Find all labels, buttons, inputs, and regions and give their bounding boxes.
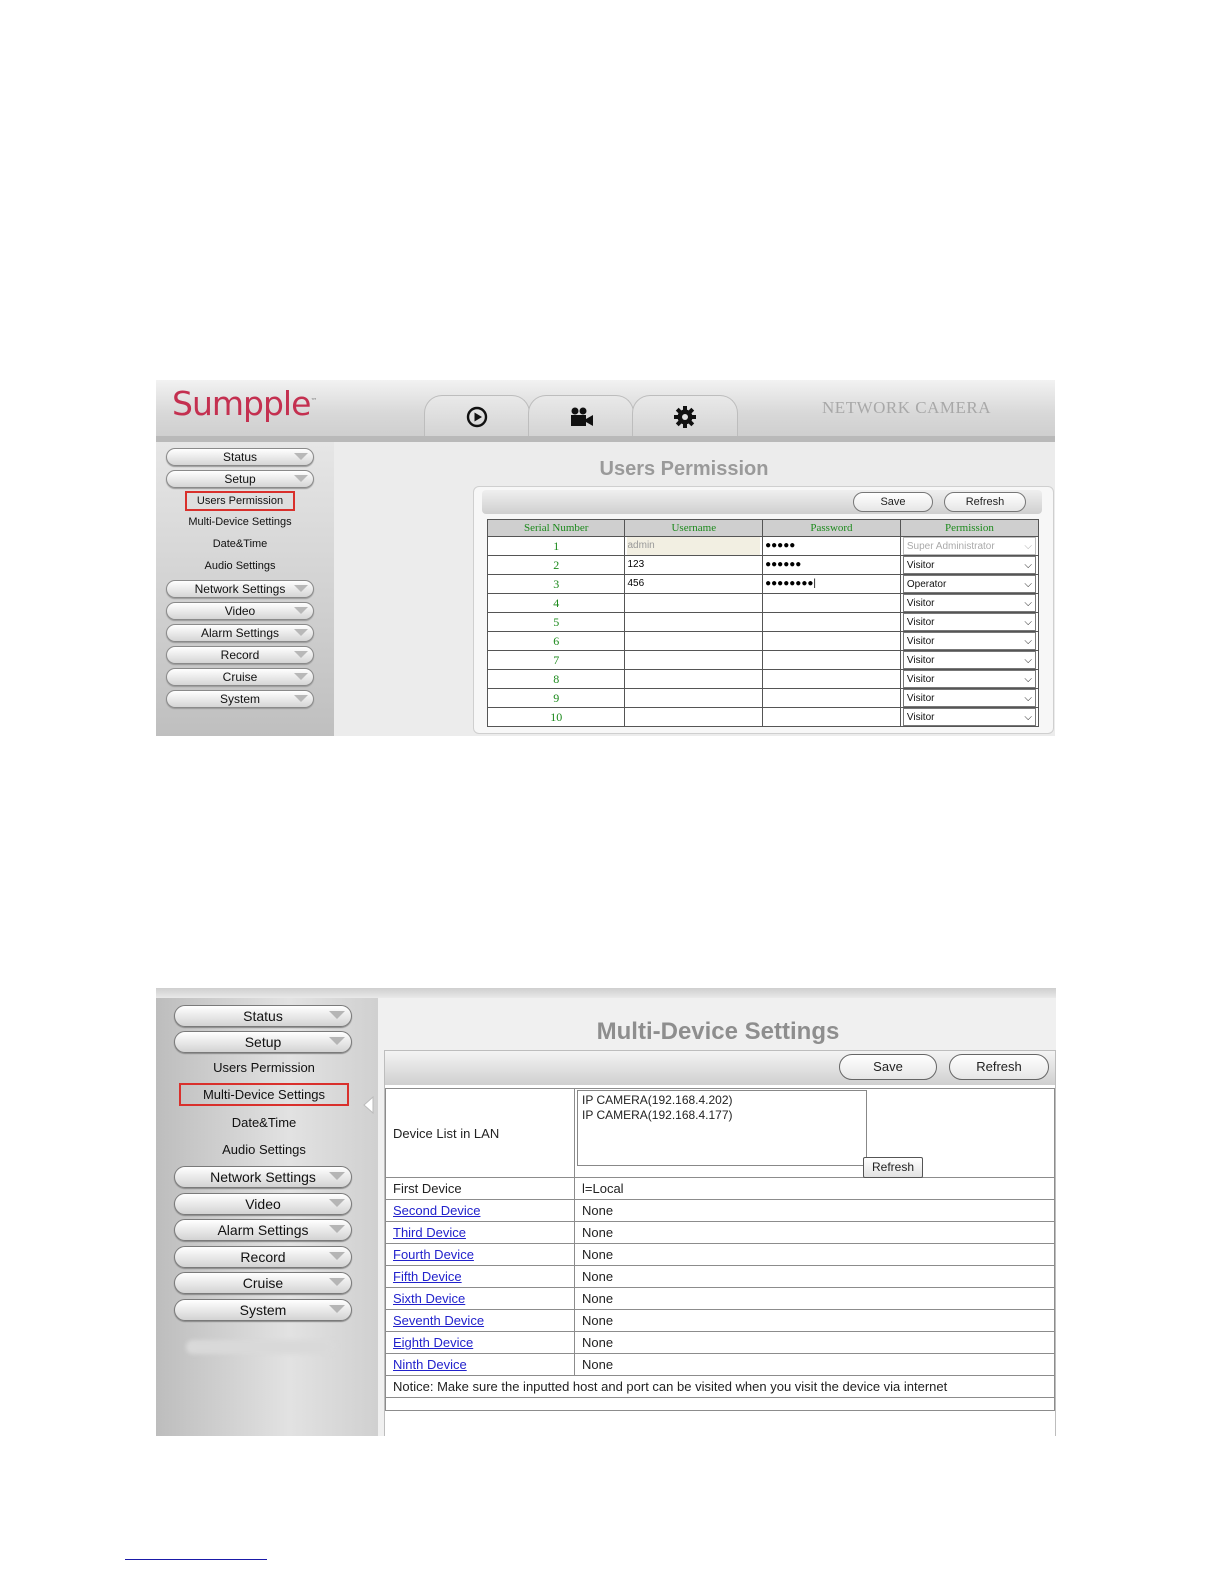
serial-number: 10 <box>488 708 625 727</box>
play-icon <box>465 405 489 429</box>
table-row <box>488 632 1039 651</box>
nav-setup[interactable]: Setup <box>166 470 314 488</box>
serial-number: 3 <box>488 575 625 594</box>
chevron-down-icon <box>294 629 308 636</box>
nav-users-permission[interactable]: Users Permission <box>166 491 314 511</box>
chevron-down-icon: ⌵ <box>1024 654 1032 666</box>
nav-status[interactable]: Status <box>174 1005 352 1027</box>
device-list-cell <box>575 1089 1055 1178</box>
permission-select[interactable]: Visitor ⌵ <box>900 708 1038 727</box>
device-link: Eighth Device <box>393 1335 474 1350</box>
username-input[interactable] <box>625 651 763 670</box>
table-row <box>488 575 1039 594</box>
devices-table <box>385 1088 1055 1411</box>
table-row <box>488 651 1039 670</box>
nav-alarm-settings[interactable]: Alarm Settings <box>166 624 314 642</box>
multi-device-screenshot <box>156 988 1056 1436</box>
device-list-item[interactable]: IP CAMERA(192.168.4.202) <box>582 1093 733 1107</box>
password-input[interactable] <box>763 651 901 670</box>
serial-number: 8 <box>488 670 625 689</box>
nav-system[interactable]: System <box>174 1299 352 1321</box>
top-strip <box>156 988 1056 998</box>
save-button[interactable]: Save <box>853 492 933 512</box>
first-device-label: First Device <box>386 1178 575 1200</box>
chevron-down-icon <box>294 585 308 592</box>
chevron-down-icon <box>294 651 308 658</box>
chevron-down-icon: ⌵ <box>1024 540 1032 552</box>
device-label[interactable] <box>386 1332 575 1354</box>
chevron-down-icon: ⌵ <box>1024 578 1032 590</box>
username-input[interactable] <box>625 613 763 632</box>
nav-status[interactable]: Status <box>166 448 314 466</box>
username-input[interactable] <box>625 670 763 689</box>
permission-select[interactable]: Visitor ⌵ <box>900 613 1038 632</box>
nav-date-time[interactable]: Date&Time <box>231 1115 297 1130</box>
chevron-down-icon <box>294 673 308 680</box>
chevron-down-icon: ⌵ <box>1024 559 1032 571</box>
username-input[interactable] <box>625 594 763 613</box>
password-input[interactable] <box>763 689 901 708</box>
table-row <box>386 1310 1055 1332</box>
chevron-down-icon <box>294 453 308 460</box>
device-label[interactable] <box>386 1310 575 1332</box>
password-input[interactable] <box>763 594 901 613</box>
header-bar <box>156 380 1055 436</box>
device-value: None <box>575 1354 1055 1376</box>
device-link: Second Device <box>393 1203 481 1218</box>
nav-cruise[interactable]: Cruise <box>174 1272 352 1294</box>
username-input[interactable] <box>625 632 763 651</box>
table-row <box>488 537 1039 556</box>
table-row <box>386 1266 1055 1288</box>
table-row <box>386 1288 1055 1310</box>
device-label[interactable] <box>386 1266 575 1288</box>
nav-setup[interactable]: Setup <box>174 1031 352 1053</box>
nav-video[interactable]: Video <box>174 1193 352 1215</box>
password-input[interactable] <box>763 613 901 632</box>
collapse-arrow-icon[interactable] <box>362 1096 374 1114</box>
tab-live-view[interactable] <box>424 395 530 437</box>
gear-icon <box>673 405 697 429</box>
serial-number: 1 <box>488 537 625 556</box>
device-label[interactable] <box>386 1200 575 1222</box>
device-list-row <box>386 1089 1055 1178</box>
serial-number: 7 <box>488 651 625 670</box>
device-value: None <box>575 1244 1055 1266</box>
footnote-separator <box>125 1559 267 1560</box>
panel-toolbar <box>385 1051 1055 1085</box>
empty-row <box>386 1398 1055 1411</box>
table-row <box>386 1222 1055 1244</box>
chevron-down-icon <box>329 1172 345 1180</box>
device-label[interactable] <box>386 1288 575 1310</box>
chevron-down-icon <box>329 1011 345 1019</box>
password-input[interactable]: ●●●●● <box>763 537 901 556</box>
sidebar <box>156 998 378 1436</box>
serial-number: 2 <box>488 556 625 575</box>
tab-playback[interactable] <box>528 395 634 437</box>
chevron-down-icon <box>329 1305 345 1313</box>
brand-text: NETWORK CAMERA <box>822 398 991 417</box>
table-row <box>386 1332 1055 1354</box>
device-list-item[interactable]: IP CAMERA(192.168.4.177) <box>582 1108 733 1122</box>
notice-row <box>386 1376 1055 1398</box>
device-list-label: Device List in LAN <box>386 1089 575 1178</box>
serial-number: 5 <box>488 613 625 632</box>
permission-select[interactable]: Visitor ⌵ <box>900 689 1038 708</box>
chevron-down-icon <box>329 1278 345 1286</box>
chevron-down-icon: ⌵ <box>1024 711 1032 723</box>
refresh-button[interactable]: Refresh <box>949 1054 1049 1080</box>
chevron-down-icon: ⌵ <box>1024 692 1032 704</box>
multi-device-panel <box>384 1050 1056 1436</box>
first-device-value: l=Local <box>575 1178 1055 1200</box>
column-header: Username <box>625 520 763 537</box>
device-value: None <box>575 1200 1055 1222</box>
username-input[interactable] <box>625 689 763 708</box>
serial-number: 6 <box>488 632 625 651</box>
permission-select: Super Administrator ⌵ <box>900 537 1038 556</box>
password-input[interactable] <box>763 632 901 651</box>
device-link: Sixth Device <box>393 1291 466 1306</box>
tab-settings[interactable] <box>632 395 738 437</box>
column-header: Serial Number <box>488 520 625 537</box>
device-link: Seventh Device <box>393 1313 485 1328</box>
save-button[interactable]: Save <box>839 1054 937 1080</box>
notice-text: Notice: Make sure the inputted host and port can be visited when you visit the device via internet <box>386 1376 1055 1398</box>
sumpple-logo: Sumpple™ <box>172 384 318 423</box>
nav-multi-device[interactable]: Multi-Device Settings <box>174 1083 354 1106</box>
column-header: Password <box>763 520 901 537</box>
nav-date-time[interactable]: Date&Time <box>212 538 268 550</box>
nav-multi-device[interactable]: Multi-Device Settings <box>188 516 292 528</box>
username-input[interactable]: 456 <box>625 575 763 594</box>
permission-select[interactable]: Visitor ⌵ <box>900 670 1038 689</box>
device-link: Ninth Device <box>393 1357 467 1372</box>
chevron-down-icon: ⌵ <box>1024 616 1032 628</box>
device-value: None <box>575 1222 1055 1244</box>
chevron-down-icon: ⌵ <box>1024 673 1032 685</box>
refresh-button[interactable]: Refresh <box>944 492 1026 512</box>
list-refresh-button[interactable]: Refresh <box>863 1157 923 1178</box>
password-input[interactable] <box>763 708 901 727</box>
chevron-down-icon <box>294 475 308 482</box>
username-input[interactable] <box>625 708 763 727</box>
chevron-down-icon: ⌵ <box>1024 597 1032 609</box>
column-header: Permission <box>900 520 1038 537</box>
permission-select[interactable]: Visitor ⌵ <box>900 632 1038 651</box>
serial-number: 9 <box>488 689 625 708</box>
table-row <box>386 1200 1055 1222</box>
table-row <box>386 1354 1055 1376</box>
device-value: None <box>575 1288 1055 1310</box>
permission-select[interactable]: Operator ⌵ <box>900 575 1038 594</box>
page-title: Users Permission <box>599 458 769 480</box>
nav-record[interactable]: Record <box>166 646 314 664</box>
table-row <box>488 556 1039 575</box>
nav-alarm-settings[interactable]: Alarm Settings <box>174 1219 352 1241</box>
chevron-down-icon <box>329 1199 345 1207</box>
nav-audio-settings[interactable]: Audio Settings <box>204 560 276 572</box>
nav-record[interactable]: Record <box>174 1246 352 1268</box>
permission-select[interactable]: Visitor ⌵ <box>900 556 1038 575</box>
camera-icon <box>568 406 594 428</box>
table-row <box>386 1178 1055 1200</box>
device-value: None <box>575 1310 1055 1332</box>
table-row <box>488 708 1039 727</box>
table-row <box>488 670 1039 689</box>
chevron-down-icon <box>294 695 308 702</box>
username-input[interactable]: 123 <box>625 556 763 575</box>
device-label[interactable] <box>386 1354 575 1376</box>
table-row <box>488 613 1039 632</box>
nav-audio-settings[interactable]: Audio Settings <box>222 1142 306 1157</box>
device-link: Fourth Device <box>393 1247 474 1262</box>
username-input: admin <box>625 537 763 556</box>
nav-system[interactable]: System <box>166 690 314 708</box>
nav-cruise[interactable]: Cruise <box>166 668 314 686</box>
password-input[interactable]: ●●●●●● <box>763 556 901 575</box>
users-table <box>487 519 1039 727</box>
device-link: Third Device <box>393 1225 466 1240</box>
users-panel <box>473 486 1054 734</box>
device-value: None <box>575 1332 1055 1354</box>
nav-network-settings[interactable]: Network Settings <box>166 580 314 598</box>
page-title: Multi-Device Settings <box>596 1018 840 1045</box>
serial-number: 4 <box>488 594 625 613</box>
chevron-down-icon <box>294 607 308 614</box>
sidebar <box>156 442 334 736</box>
device-value: None <box>575 1266 1055 1288</box>
nav-users-permission[interactable]: Users Permission <box>213 1060 315 1075</box>
chevron-down-icon <box>329 1037 345 1045</box>
users-permission-screenshot <box>156 380 1055 736</box>
device-label[interactable] <box>386 1244 575 1266</box>
password-input[interactable]: ●●●●●●●●| <box>763 575 901 594</box>
device-label[interactable] <box>386 1222 575 1244</box>
password-input[interactable] <box>763 670 901 689</box>
table-header-row <box>488 520 1039 537</box>
permission-select[interactable]: Visitor ⌵ <box>900 651 1038 670</box>
main-content <box>334 442 1055 736</box>
chevron-down-icon <box>329 1225 345 1233</box>
main-content <box>378 998 1056 1436</box>
nav-network-settings[interactable]: Network Settings <box>174 1166 352 1188</box>
chevron-down-icon <box>329 1252 345 1260</box>
device-link: Fifth Device <box>393 1269 462 1284</box>
device-list-box[interactable] <box>577 1090 867 1166</box>
permission-select[interactable]: Visitor ⌵ <box>900 594 1038 613</box>
chevron-down-icon: ⌵ <box>1024 635 1032 647</box>
blurred-item <box>186 1340 336 1354</box>
panel-toolbar <box>482 490 1042 514</box>
table-row <box>488 594 1039 613</box>
nav-video[interactable]: Video <box>166 602 314 620</box>
table-row <box>488 689 1039 708</box>
table-row <box>386 1244 1055 1266</box>
